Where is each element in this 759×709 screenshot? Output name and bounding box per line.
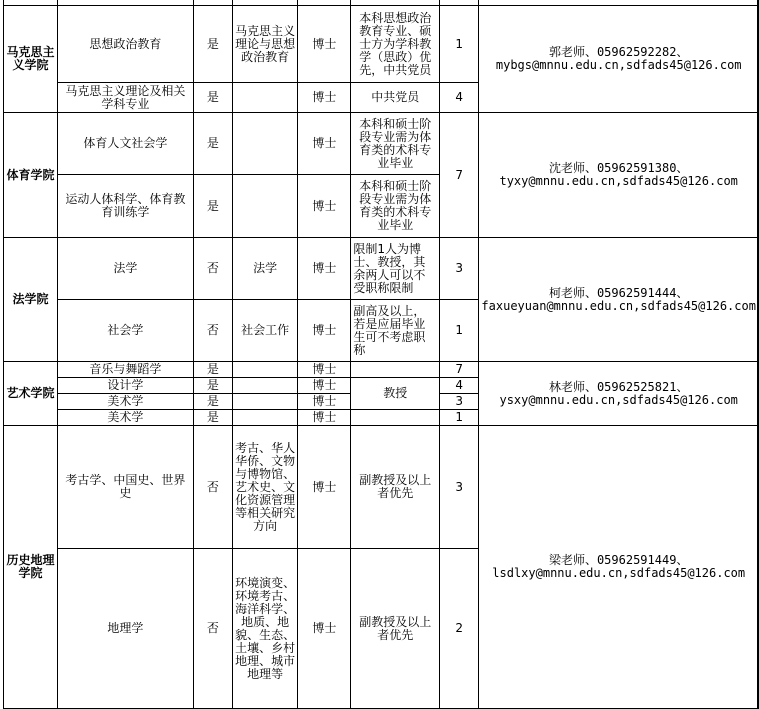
major-cell: 运动人体科学、体育教育训练学 [58,175,194,238]
count-cell: 2 [440,549,479,709]
major-cell: 考古学、中国史、世界史 [58,426,194,549]
phd-point-cell: 否 [193,300,232,362]
major-cell: 美术学 [58,410,194,426]
count-cell: 3 [440,394,479,410]
phd-point-cell: 是 [193,6,232,83]
right-border-line [757,0,758,709]
contact-cell: 郭老师、05962592282、mybgs@mnnu.edu.cn,sdfads45@126.com [479,6,759,113]
requirements-cell: 本科思想政治教育专业、硕士方为学科教学（思政）优先，中共党员 [351,6,440,83]
major-cell: 体育人文社会学 [58,113,194,175]
field-cell [233,378,298,394]
major-cell: 社会学 [58,300,194,362]
count-cell: 7 [440,362,479,378]
table-row [4,426,759,549]
college-name-cell: 艺术学院 [4,362,58,426]
contact-cell: 柯老师、05962591444、faxueyuan@mnnu.edu.cn,sdfads45@126.com [479,238,759,362]
count-cell: 3 [440,238,479,300]
degree-cell: 博士 [298,83,351,113]
phd-point-cell: 否 [193,238,232,300]
field-cell [233,410,298,426]
requirements-cell [351,410,440,426]
requirements-cell: 限制1人为博士、教授，其余两人可以不受职称限制 [351,238,440,300]
major-cell: 马克思主义理论及相关学科专业 [58,83,194,113]
phd-point-cell: 是 [193,83,232,113]
degree-cell: 博士 [298,426,351,549]
phd-point-cell: 是 [193,410,232,426]
requirements-cell: 副教授及以上者优先 [351,426,440,549]
table-row [4,6,759,83]
major-cell: 地理学 [58,549,194,709]
phd-point-cell: 是 [193,113,232,175]
requirements-cell: 中共党员 [351,83,440,113]
degree-cell: 博士 [298,378,351,394]
phd-point-cell: 是 [193,394,232,410]
contact-cell: 梁老师、05962591449、lsdlxy@mnnu.edu.cn,sdfads45@126.com [479,426,759,709]
field-cell: 马克思主义理论与思想政治教育 [233,6,298,83]
field-cell: 法学 [233,238,298,300]
degree-cell: 博士 [298,410,351,426]
recruitment-table [3,0,759,709]
table-row [4,113,759,175]
degree-cell: 博士 [298,175,351,238]
phd-point-cell: 是 [193,362,232,378]
table-row [4,238,759,300]
degree-cell: 博士 [298,394,351,410]
count-cell: 1 [440,300,479,362]
degree-cell: 博士 [298,6,351,83]
contact-cell: 林老师、05962525821、ysxy@mnnu.edu.cn,sdfads45@126.com [479,362,759,426]
major-cell: 音乐与舞蹈学 [58,362,194,378]
requirements-cell: 教授 [351,378,440,410]
college-name-cell: 马克思主义学院 [4,6,58,113]
contact-cell: 沈老师、05962591380、tyxy@mnnu.edu.cn,sdfads45@126.com [479,113,759,238]
count-cell: 4 [440,83,479,113]
degree-cell: 博士 [298,300,351,362]
degree-cell: 博士 [298,549,351,709]
count-cell: 1 [440,410,479,426]
degree-cell: 博士 [298,113,351,175]
requirements-cell: 副高及以上，若是应届毕业生可不考虑职称 [351,300,440,362]
count-cell: 1 [440,6,479,83]
count-cell: 4 [440,378,479,394]
field-cell [233,175,298,238]
requirements-cell: 本科和硕士阶段专业需为体育类的术科专业毕业 [351,175,440,238]
count-cell: 7 [440,113,479,238]
phd-point-cell: 否 [193,549,232,709]
major-cell: 美术学 [58,394,194,410]
major-cell: 设计学 [58,378,194,394]
phd-point-cell: 否 [193,426,232,549]
field-cell: 社会工作 [233,300,298,362]
requirements-cell: 副教授及以上者优先 [351,549,440,709]
phd-point-cell: 是 [193,378,232,394]
requirements-cell: 本科和硕士阶段专业需为体育类的术科专业毕业 [351,113,440,175]
college-name-cell: 法学院 [4,238,58,362]
major-cell: 思想政治教育 [58,6,194,83]
field-cell: 环境演变、环境考古、海洋科学、地质、地貌、生态、土壤、乡村地理、城市地理等 [233,549,298,709]
degree-cell: 博士 [298,238,351,300]
requirements-cell [351,362,440,378]
phd-point-cell: 是 [193,175,232,238]
field-cell [233,394,298,410]
college-name-cell: 历史地理学院 [4,426,58,709]
college-name-cell: 体育学院 [4,113,58,238]
count-cell: 3 [440,426,479,549]
field-cell [233,113,298,175]
field-cell [233,362,298,378]
degree-cell: 博士 [298,362,351,378]
table-row [4,362,759,378]
field-cell [233,83,298,113]
field-cell: 考古、华人华侨、文物与博物馆、艺术史、文化资源管理等相关研究方向 [233,426,298,549]
major-cell: 法学 [58,238,194,300]
